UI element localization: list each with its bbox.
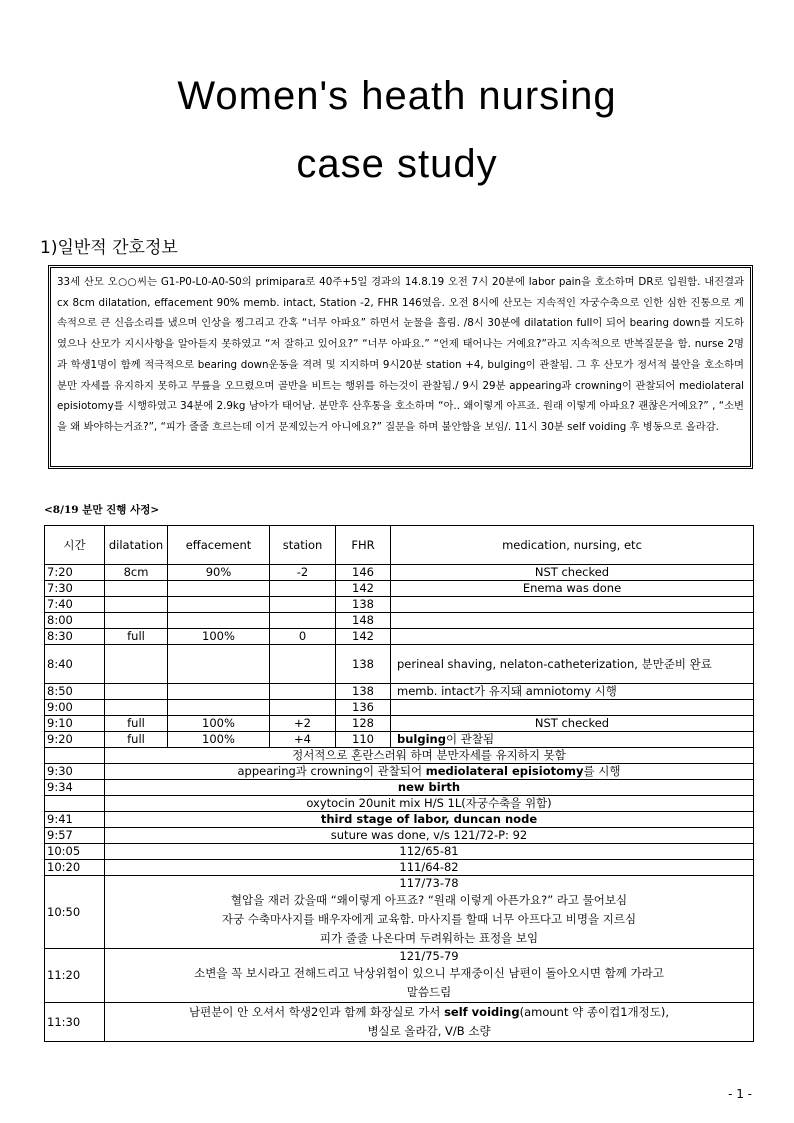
cell-time: 7:40 (45, 597, 105, 613)
table-row (45, 812, 754, 828)
cell-fhr: 142 (336, 581, 391, 597)
note-text: 정서적으로 혼란스러워 하며 분만자세를 유지하지 못함 (292, 748, 566, 762)
table-row (45, 581, 754, 597)
cell-time: 9:00 (45, 700, 105, 716)
cell-time: 8:30 (45, 629, 105, 645)
cell-effacement (168, 613, 270, 629)
cell-fhr: 136 (336, 700, 391, 716)
cell-note (391, 732, 754, 748)
cell-note: memb. intact가 유지돼 amniotomy 시행 (391, 684, 754, 700)
cell-station (270, 613, 336, 629)
cell-time: 9:20 (45, 732, 105, 748)
cell-time (45, 796, 105, 812)
table-row (45, 844, 754, 860)
page-number: - 1 - (728, 1087, 752, 1101)
cell-time: 9:41 (45, 812, 105, 828)
table-row (45, 613, 754, 629)
cell-dilatation (105, 700, 168, 716)
table-row (45, 597, 754, 613)
cell-dilatation: 8cm (105, 565, 168, 581)
cell-dilatation: full (105, 716, 168, 732)
note-bold: self voiding (444, 1005, 520, 1019)
cell-station (270, 700, 336, 716)
cell-time: 8:40 (45, 645, 105, 684)
note-text: 111/64-82 (399, 860, 459, 874)
note-bold: new birth (397, 780, 461, 794)
cell-time: 10:20 (45, 860, 105, 876)
cell-station: 0 (270, 629, 336, 645)
cell-station: +4 (270, 732, 336, 748)
cell-dilatation (105, 645, 168, 684)
note-line: 말씀드림 (406, 985, 452, 999)
table-row (45, 796, 754, 812)
cell-station (270, 645, 336, 684)
cell-fhr: 146 (336, 565, 391, 581)
header-effacement: effacement (168, 526, 270, 565)
intro-text: 33세 산모 오○○씨는 G1-P0-L0-A0-S0의 primipara로 40주+5일 경과의 14.8.19 오전 7시 20분에 labor pain을 호소하며 DR로 입원함. 내진결과 cx 8cm dilatation, effacement 90% memb. intact, Station -2, FHR 146였음. 오전 8시에 산모는 지속적인 자궁수축으로 인한 심한 진통으로 계속적으로 큰 신음소리를 냈으며 인상을 찡그리고 간혹 “너무 아파요” 하면서 눈물을 흘림. /8시 30분에 dilatation full이 되어 bearing down를 지도하였으나 산모가 지시사항을 알아듣지 못하였고 “저 잘하고 있어요?” “너무 아파요.” “언제 태어나는 거예요?”라고 지속적으로 반복질문을 함. nurse 2명과 학생1명이 함께 적극적으로 bearing down운동을 격려 및 지지하며 9시20분 station +4, bulging이 관찰됨. 그 후 산모가 정서적 불안을 호소하며 분만 자세를 유지하지 못하고 무릎을 오므렸으며 골반을 비트는 행위를 하는것이 관찰됨./ 9시 29분 appearing과 crowning이 관찰되어 mediolateral episiotomy를 시행하였고 34분에 2.9kg 남아가 태어남. 분만후 산후통을 호소하며 “아.. 왜이렇게 아프죠. 원래 이렇게 아파요? 괜찮은거예요?” , “소변을 왜 봐야하는거죠?”, “피가 줄줄 흐르는데 이거 문제있는거 아니에요?” 질문을 하며 불안함을 보임/. 11시 30분 self voiding 후 병동으로 올라감. (57, 276, 744, 433)
cell-span-note (105, 1003, 754, 1042)
cell-span-note (105, 764, 754, 780)
header-time: 시간 (45, 526, 105, 565)
cell-note (391, 629, 754, 645)
table-row (45, 748, 754, 764)
cell-time: 9:57 (45, 828, 105, 844)
note-line: 자궁 수축마사지를 배우자에게 교육함. 마사지를 할때 너무 아프다고 비명을 지르심 (221, 912, 637, 926)
cell-dilatation: full (105, 629, 168, 645)
cell-time: 10:05 (45, 844, 105, 860)
note-text: oxytocin 20unit mix H/S 1L(자궁수축을 위함) (306, 796, 552, 810)
cell-effacement: 90% (168, 565, 270, 581)
table-row (45, 1003, 754, 1042)
cell-note: Enema was done (391, 581, 754, 597)
cell-span-note (105, 844, 754, 860)
table-row (45, 684, 754, 700)
cell-effacement: 100% (168, 629, 270, 645)
cell-station (270, 597, 336, 613)
note-line: 피가 줄줄 나온다며 두려워하는 표정을 보임 (319, 931, 539, 945)
table-row (45, 876, 754, 949)
note-line: 병실로 올라감, V/B 소량 (367, 1024, 491, 1038)
cell-effacement: 100% (168, 716, 270, 732)
cell-time: 8:50 (45, 684, 105, 700)
table-row (45, 860, 754, 876)
cell-note (391, 700, 754, 716)
cell-effacement (168, 684, 270, 700)
note-line: 소변을 꼭 보시라고 전해드리고 낙상위험이 있으니 부재중이신 남편이 돌아오시면 함께 가라고 (194, 966, 664, 980)
header-fhr: FHR (336, 526, 391, 565)
cell-dilatation (105, 613, 168, 629)
table-row (45, 645, 754, 684)
header-dilatation: dilatation (105, 526, 168, 565)
cell-time: 9:10 (45, 716, 105, 732)
cell-time (45, 748, 105, 764)
cell-station (270, 684, 336, 700)
cell-span-note (105, 812, 754, 828)
cell-span-note (105, 828, 754, 844)
cell-dilatation: full (105, 732, 168, 748)
header-medication: medication, nursing, etc (391, 526, 754, 565)
cell-fhr: 138 (336, 645, 391, 684)
labor-progress-table (44, 525, 754, 1042)
cell-time: 7:20 (45, 565, 105, 581)
cell-time: 7:30 (45, 581, 105, 597)
cell-station (270, 581, 336, 597)
cell-span-note (105, 748, 754, 764)
cell-note: perineal shaving, nelaton-catheterization, 분만준비 완료 (391, 645, 754, 684)
table-row (45, 780, 754, 796)
section-title: 1)일반적 간호정보 (40, 238, 178, 258)
cell-time: 9:34 (45, 780, 105, 796)
cell-span-note (105, 949, 754, 1003)
cell-time: 11:20 (45, 949, 105, 1003)
cell-effacement (168, 645, 270, 684)
table-row (45, 828, 754, 844)
cell-fhr: 138 (336, 597, 391, 613)
intro-box (48, 265, 753, 469)
cell-time: 10:50 (45, 876, 105, 949)
cell-fhr: 128 (336, 716, 391, 732)
note-line: 혈압을 재러 갔을때 “왜이렇게 아프죠? “원래 이렇게 아픈가요?” 라고 물어보심 (230, 893, 628, 907)
cell-effacement: 100% (168, 732, 270, 748)
note-bold: third stage of labor, duncan node (320, 812, 538, 826)
table-header-row (45, 526, 754, 565)
cell-note (391, 597, 754, 613)
table-row (45, 565, 754, 581)
cell-dilatation (105, 581, 168, 597)
note-text: 112/65-81 (399, 844, 459, 858)
cell-fhr: 138 (336, 684, 391, 700)
cell-time: 8:00 (45, 613, 105, 629)
table-row (45, 949, 754, 1003)
note-text: 남편분이 안 오셔서 학생2인과 함께 화장실로 가서 (188, 1005, 445, 1019)
note-text: appearing과 crowning이 관찰되어 (237, 764, 426, 778)
note-text: (amount 약 종이컵1개정도), (519, 1005, 669, 1019)
note-line (108, 1003, 750, 1022)
table-row (45, 700, 754, 716)
cell-span-note (105, 860, 754, 876)
cell-effacement (168, 581, 270, 597)
cell-fhr: 148 (336, 613, 391, 629)
note-line: 121/75-79 (399, 949, 459, 963)
document-title-line2: case study (296, 142, 498, 186)
table-subheading: <8/19 분만 진행 사정> (44, 504, 160, 516)
table-row (45, 764, 754, 780)
note-bold: mediolateral episiotomy (425, 764, 584, 778)
document-title-line1: Women's heath nursing (177, 74, 617, 118)
cell-note: NST checked (391, 565, 754, 581)
cell-dilatation (105, 597, 168, 613)
cell-span-note (105, 876, 754, 949)
cell-station: +2 (270, 716, 336, 732)
cell-span-note (105, 780, 754, 796)
table-row (45, 716, 754, 732)
cell-fhr: 110 (336, 732, 391, 748)
cell-station: -2 (270, 565, 336, 581)
cell-note (391, 613, 754, 629)
note-text: 를 시행 (583, 764, 621, 778)
header-station: station (270, 526, 336, 565)
table-row (45, 629, 754, 645)
cell-effacement (168, 700, 270, 716)
note-rest: 이 관찰됨 (445, 732, 495, 746)
cell-note: NST checked (391, 716, 754, 732)
note-text: suture was done, v/s 121/72-P: 92 (330, 828, 528, 842)
note-line: 117/73-78 (399, 876, 459, 890)
note-bold: bulging (397, 732, 446, 746)
cell-dilatation (105, 684, 168, 700)
cell-fhr: 142 (336, 629, 391, 645)
cell-effacement (168, 597, 270, 613)
table-row (45, 732, 754, 748)
cell-span-note (105, 796, 754, 812)
cell-time: 9:30 (45, 764, 105, 780)
cell-time: 11:30 (45, 1003, 105, 1042)
